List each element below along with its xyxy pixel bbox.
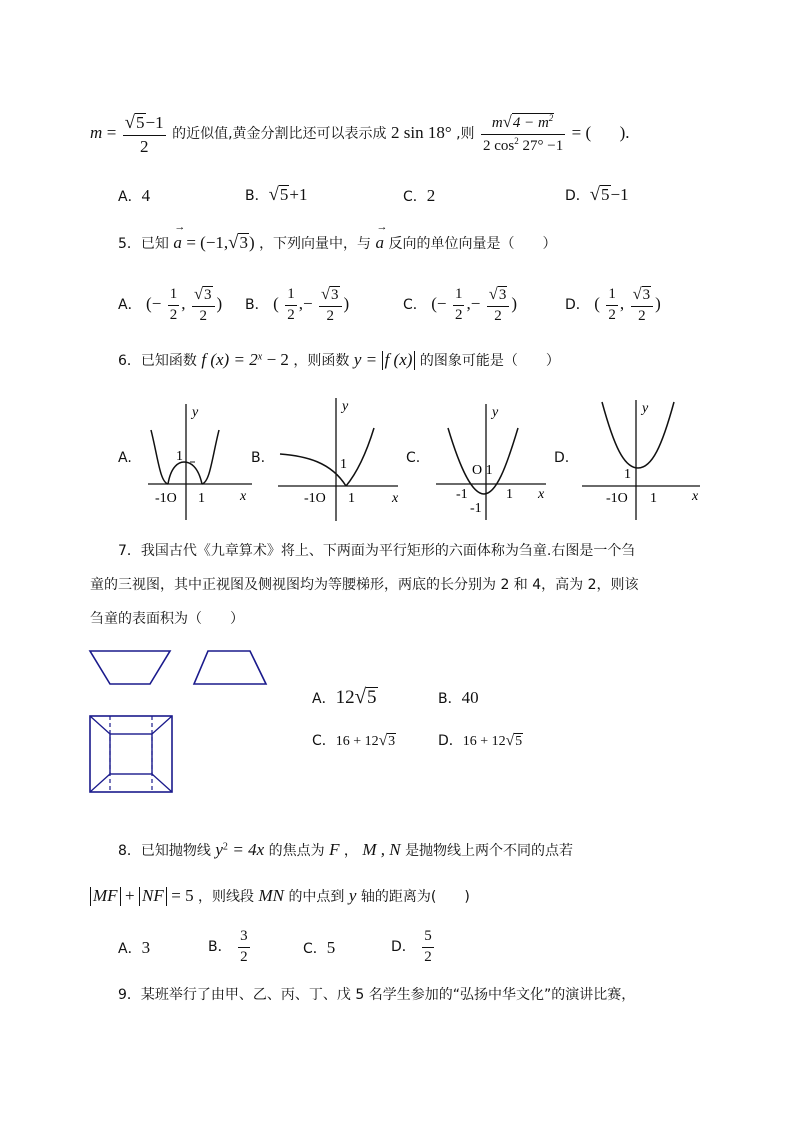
svg-text:x: x (692, 489, 699, 504)
svg-text:y: y (342, 399, 349, 414)
q8-stem-line2: MF + NF = 5 ，则线段 MN 的中点到 y 轴的距离为( ) (90, 886, 470, 906)
q7-line1: 7．我国古代《九章算术》将上、下两面为平行矩形的六面体称为刍童.右图是一个刍 (118, 543, 636, 559)
svg-text:-1O: -1O (304, 491, 326, 506)
svg-text:x: x (240, 489, 247, 504)
q5-stem: 5．已知 → a = (−1,√3) ，下列向量中，与 → a 反向的单位向量是（ ） (118, 221, 557, 253)
q7-top-view (88, 714, 176, 796)
q4-option-c: C．2 (403, 186, 436, 205)
svg-text:1: 1 (176, 449, 183, 464)
q4-fraction: $\frac{√5-1}{2}$ (124, 112, 164, 156)
q6-stem: 6．已知函数 f $(x) = 2^x - 2$ ，则函数 y = f (x) 的图象可能是（ ） (118, 350, 560, 369)
q8-option-a: A．3 (118, 938, 151, 957)
q6-graph-d-letter: D. (554, 450, 570, 466)
svg-text:y: y (192, 405, 199, 420)
svg-text:1: 1 (340, 457, 347, 472)
q5-option-a: A． (− $\frac{1}{2}$ , $\frac{√3}{2}$ ) (118, 284, 223, 324)
q8-option-c: C．5 (303, 938, 336, 957)
q6-graph-b-letter: B. (251, 450, 266, 466)
svg-text:-1O: -1O (155, 491, 177, 506)
svg-text:-1O: -1O (606, 491, 628, 506)
q7-option-c: C．16 + 12√3 (312, 732, 396, 749)
q8-stem-line1: 8．已知抛物线 $y^2 = 4x$ 的焦点为 F ， M , N 是抛物线上两个不同的点若 (118, 840, 574, 859)
q5-option-c: C． (− $\frac{1}{2}$ ,− $\frac{√3}{2}$ ) (403, 284, 517, 324)
q7-line3: 刍童的表面积为（ ） (90, 611, 244, 627)
q4-option-d: D．√5−1 (565, 184, 629, 205)
svg-text:1: 1 (348, 491, 355, 506)
q7-side-view (190, 648, 270, 688)
q9-line1: 9．某班举行了由甲、乙、丙、丁、戊 5 名学生参加的“弘扬中华文化”的演讲比赛， (118, 987, 636, 1003)
q6-graph-d (580, 396, 706, 522)
q4-fraction-2: $\frac{m√4 - m^2}{2 \cos^2 27^\circ -1}$ (483, 112, 564, 154)
q6-graph-c (432, 398, 554, 522)
svg-text:y: y (492, 405, 499, 420)
svg-text:1: 1 (624, 467, 631, 482)
q4-option-b: B．√5+1 (245, 184, 308, 205)
q7-option-a: A．12√5 (312, 684, 377, 708)
svg-text:1: 1 (650, 491, 657, 506)
q6-graph-a (140, 398, 260, 522)
q6-graph-a-letter: A. (118, 450, 132, 466)
svg-text:1: 1 (198, 491, 205, 506)
q6-graph-b (276, 394, 406, 522)
svg-text:x: x (392, 491, 399, 506)
q7-option-b: B．40 (438, 688, 479, 707)
q7-line2: 童的三视图，其中正视图及侧视图均为等腰梯形，两底的长分别为 2 和 4，高为 2，则该 (90, 577, 639, 593)
svg-text:y: y (642, 401, 649, 416)
svg-text:1: 1 (506, 487, 513, 502)
q7-front-view (88, 648, 174, 688)
q4-stem: m = $\frac{√5-1}{2}$ 的近似值,黄金分割比还可以表示成 2 sin 18° ,则 $\frac{m√4 - m^2}{2 \cos^2 27^\circ -1}$ = ( ). (90, 112, 630, 156)
q4-option-a: A．4 (118, 186, 151, 205)
q8-option-b: B． $\frac{3}{2}$ (208, 928, 248, 965)
svg-text:-1: -1 (456, 487, 468, 502)
q5-option-d: D． ( $\frac{1}{2}$ , $\frac{√3}{2}$ ) (565, 284, 661, 324)
q6-graph-c-letter: C. (406, 450, 421, 466)
q7-option-d: D．16 + 12√5 (438, 732, 523, 749)
svg-text:O 1: O 1 (472, 463, 493, 478)
svg-text:-1: -1 (470, 501, 482, 516)
q8-option-d: D． $\frac{5}{2}$ (391, 928, 432, 965)
svg-text:x: x (538, 487, 545, 502)
q5-option-b: B． ( $\frac{1}{2}$ ,− $\frac{√3}{2}$ ) (245, 284, 350, 324)
